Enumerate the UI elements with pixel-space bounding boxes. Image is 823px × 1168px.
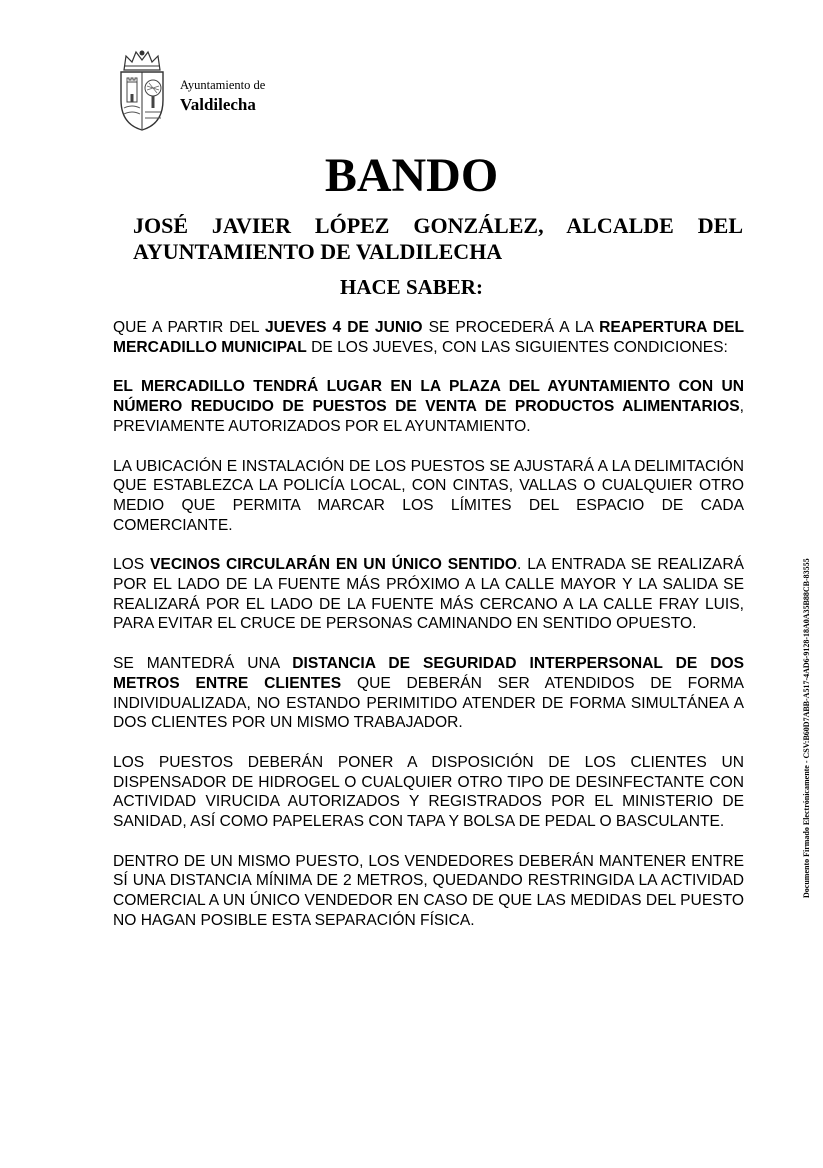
electronic-signature-stamp — [795, 478, 809, 898]
paragraph: LA UBICACIÓN E INSTALACIÓN DE LOS PUESTOS SE AJUSTARÁ A LA DELIMITACIÓN QUE ESTABLEZCA LA POLICÍA LOCAL, CON CINTAS, VALLAS O CUALQUIER OTRO MEDIO QUE PERMITA MARCAR LOS LÍMITES DEL ESPACIO DE CADA COMERCIANTE. — [113, 457, 744, 534]
paragraph: SE MANTEDRÁ UNA DISTANCIA DE SEGURIDAD INTERPERSONAL DE DOS METROS ENTRE CLIENTES QUE DEBERÁN SER ATENDIDOS DE FORMA INDIVIDUALIZADA, NO ESTANDO PERIMITIDO ATENDER DE FORMA SIMULTÁNEA A DOS CLIENTES POR UN MISMO TRABAJADOR. — [113, 655, 744, 732]
document-title: BANDO — [324, 149, 499, 202]
document-body — [113, 318, 744, 951]
paragraph: DENTRO DE UN MISMO PUESTO, LOS VENDEDORES DEBERÁN MANTENER ENTRE SÍ UNA DISTANCIA MÍNIMA DE 2 METROS, QUEDANDO RESTRINGIDA LA ACTIVIDAD COMERCIAL A UN ÚNICO VENDEDOR EN CASO DE QUE LAS MEDIDAS DEL PUESTO NO HAGAN POSIBLE ESTA SEPARACIÓN FÍSICA. — [113, 852, 744, 929]
paragraph: QUE A PARTIR DEL JUEVES 4 DE JUNIO SE PROCEDERÁ A LA REAPERTURA DEL MERCADILLO MUNICIPAL DE LOS JUEVES, CON LAS SIGUIENTES CONDICIONES: — [113, 319, 744, 356]
signature-csv-text: Documento Firmado Electrónicamente - CSV:B60D7ABB-A517-4AD6-9128-18A0A35B88CB-83555 — [802, 558, 811, 898]
logo-text-ayuntamiento: Ayuntamiento de — [180, 78, 266, 92]
municipality-logo — [116, 48, 286, 140]
logo-text-valdilecha: Valdilecha — [180, 95, 256, 114]
mayor-heading: JOSÉ JAVIER LÓPEZ GONZÁLEZ, ALCALDE DEL AYUNTAMIENTO DE VALDILECHA — [133, 213, 743, 264]
coat-of-arms-icon — [116, 48, 168, 132]
announcement-heading: HACE SABER: — [340, 275, 483, 299]
paragraph: LOS VECINOS CIRCULARÁN EN UN ÚNICO SENTIDO. LA ENTRADA SE REALIZARÁ POR EL LADO DE LA FUENTE MÁS PRÓXIMO A LA CALLE MAYOR Y LA SALIDA SE REALIZARÁ POR EL LADO DE LA FUENTE MÁS CERCANO A LA CALLE FRAY LUIS, PARA EVITAR EL CRUCE DE PERSONAS CAMINANDO EN SENTIDO OPUESTO. — [113, 556, 744, 633]
paragraph: EL MERCADILLO TENDRÁ LUGAR EN LA PLAZA DEL AYUNTAMIENTO CON UN NÚMERO REDUCIDO DE PUESTOS DE VENTA DE PRODUCTOS ALIMENTARIOS, PREVIAMENTE AUTORIZADOS POR EL AYUNTAMIENTO. — [113, 378, 744, 435]
paragraph: LOS PUESTOS DEBERÁN PONER A DISPOSICIÓN DE LOS CLIENTES UN DISPENSADOR DE HIDROGEL O CUALQUIER OTRO TIPO DE DESINFECTANTE CON ACTIVIDAD VIRUCIDA AUTORIZADOS Y REGISTRADOS POR EL MINISTERIO DE SANIDAD, ASÍ COMO PAPELERAS CON TAPA Y BOLSA DE PEDAL O BASCULANTE. — [113, 753, 744, 831]
